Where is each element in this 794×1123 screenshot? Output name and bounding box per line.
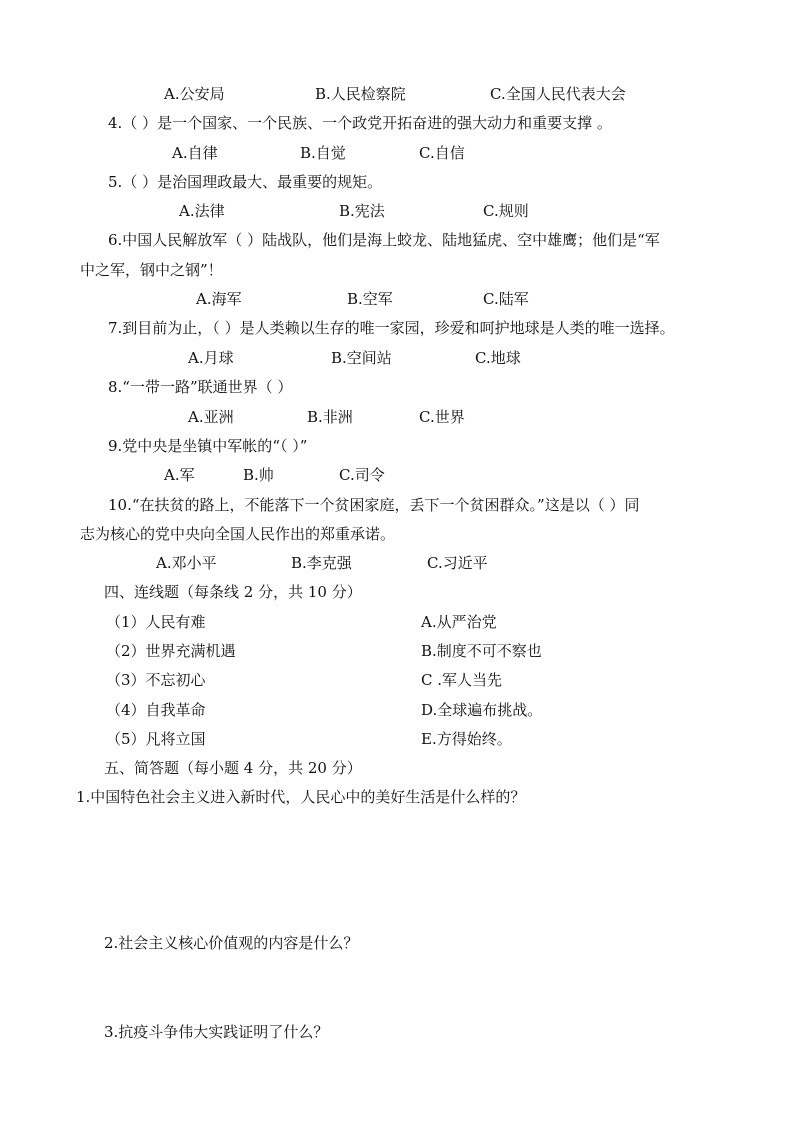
q6-option-c: C.陆军 [483,290,529,308]
q3-option-c: C.全国人民代表大会 [490,85,626,103]
short-answer-q2: 2.社会主义核心价值观的内容是什么？ [104,934,359,952]
q8-option-a: A.亚洲 [188,408,234,426]
q6-option-a: A.海军 [196,290,242,308]
q7-option-b: B.空间站 [331,349,392,367]
match-right-a: A.从严治党 [421,613,497,631]
q5-option-c: C.规则 [483,202,529,220]
match-left-3: （3）不忘初心 [106,671,206,689]
q4-option-a: A.自律 [172,144,218,162]
q4-option-c: C.自信 [419,144,465,162]
q10-stem-line1: 10.“在扶贫的路上，不能落下一个贫困家庭，丢下一个贫困群众。”这是以（ ）同 [108,496,640,514]
q6-stem-line2: 中之军，钢中之钢”！ [80,261,223,279]
q9-stem: 9.党中央是坐镇中军帐的“（ ）” [108,437,308,455]
match-right-d: D.全球遍布挑战。 [421,701,543,719]
q9-option-b: B.帅 [243,466,274,484]
q5-stem: 5.（ ）是治国理政最大、最重要的规矩。 [108,173,383,191]
q10-option-b: B.李克强 [291,554,352,572]
q6-stem-line1: 6.中国人民解放军（ ）陆战队，他们是海上蛟龙、陆地猛虎、空中雄鹰；他们是“军 [108,231,660,249]
q5-option-a: A.法律 [179,202,225,220]
q10-stem-line2: 志为核心的党中央向全国人民作出的郑重承诺。 [80,525,396,543]
match-left-4: （4）自我革命 [106,701,206,719]
q4-stem: 4.（ ）是一个国家、一个民族、一个政党开拓奋进的强大动力和重要支撑 。 [108,114,612,132]
q9-option-a: A.军 [164,466,195,484]
q8-option-c: C.世界 [419,408,465,426]
q7-option-a: A.月球 [188,349,234,367]
q4-option-b: B.自觉 [300,144,346,162]
q5-option-b: B.宪法 [339,202,385,220]
match-right-e: E.方得始终。 [421,730,512,748]
match-left-2: （2）世界充满机遇 [106,642,236,660]
q10-option-a: A.邓小平 [156,554,217,572]
q8-stem: 8.“一带一路”联通世界（ ） [108,378,293,396]
section5-title: 五、简答题（每小题 4 分，共 20 分） [104,759,362,777]
q9-option-c: C.司令 [339,466,385,484]
q6-option-b: B.空军 [347,290,393,308]
q3-option-b: B.人民检察院 [315,85,406,103]
q7-option-c: C.地球 [475,349,521,367]
section4-title: 四、连线题（每条线 2 分，共 10 分） [104,583,362,601]
q7-stem: 7.到目前为止，（ ）是人类赖以生存的唯一家园，珍爱和呵护地球是人类的唯一选择。 [108,319,675,337]
q8-option-b: B.非洲 [307,408,353,426]
short-answer-q1: 1.中国特色社会主义进入新时代，人民心中的美好生活是什么样的？ [76,788,526,806]
match-right-b: B.制度不可不察也 [421,642,542,660]
q3-option-a: A.公安局 [164,85,225,103]
match-left-1: （1）人民有难 [106,613,206,631]
short-answer-q3: 3.抗疫斗争伟大实践证明了什么？ [104,1023,329,1041]
q10-option-c: C.习近平 [427,554,488,572]
match-left-5: （5）凡将立国 [106,730,206,748]
match-right-c: C .军人当先 [421,671,503,689]
